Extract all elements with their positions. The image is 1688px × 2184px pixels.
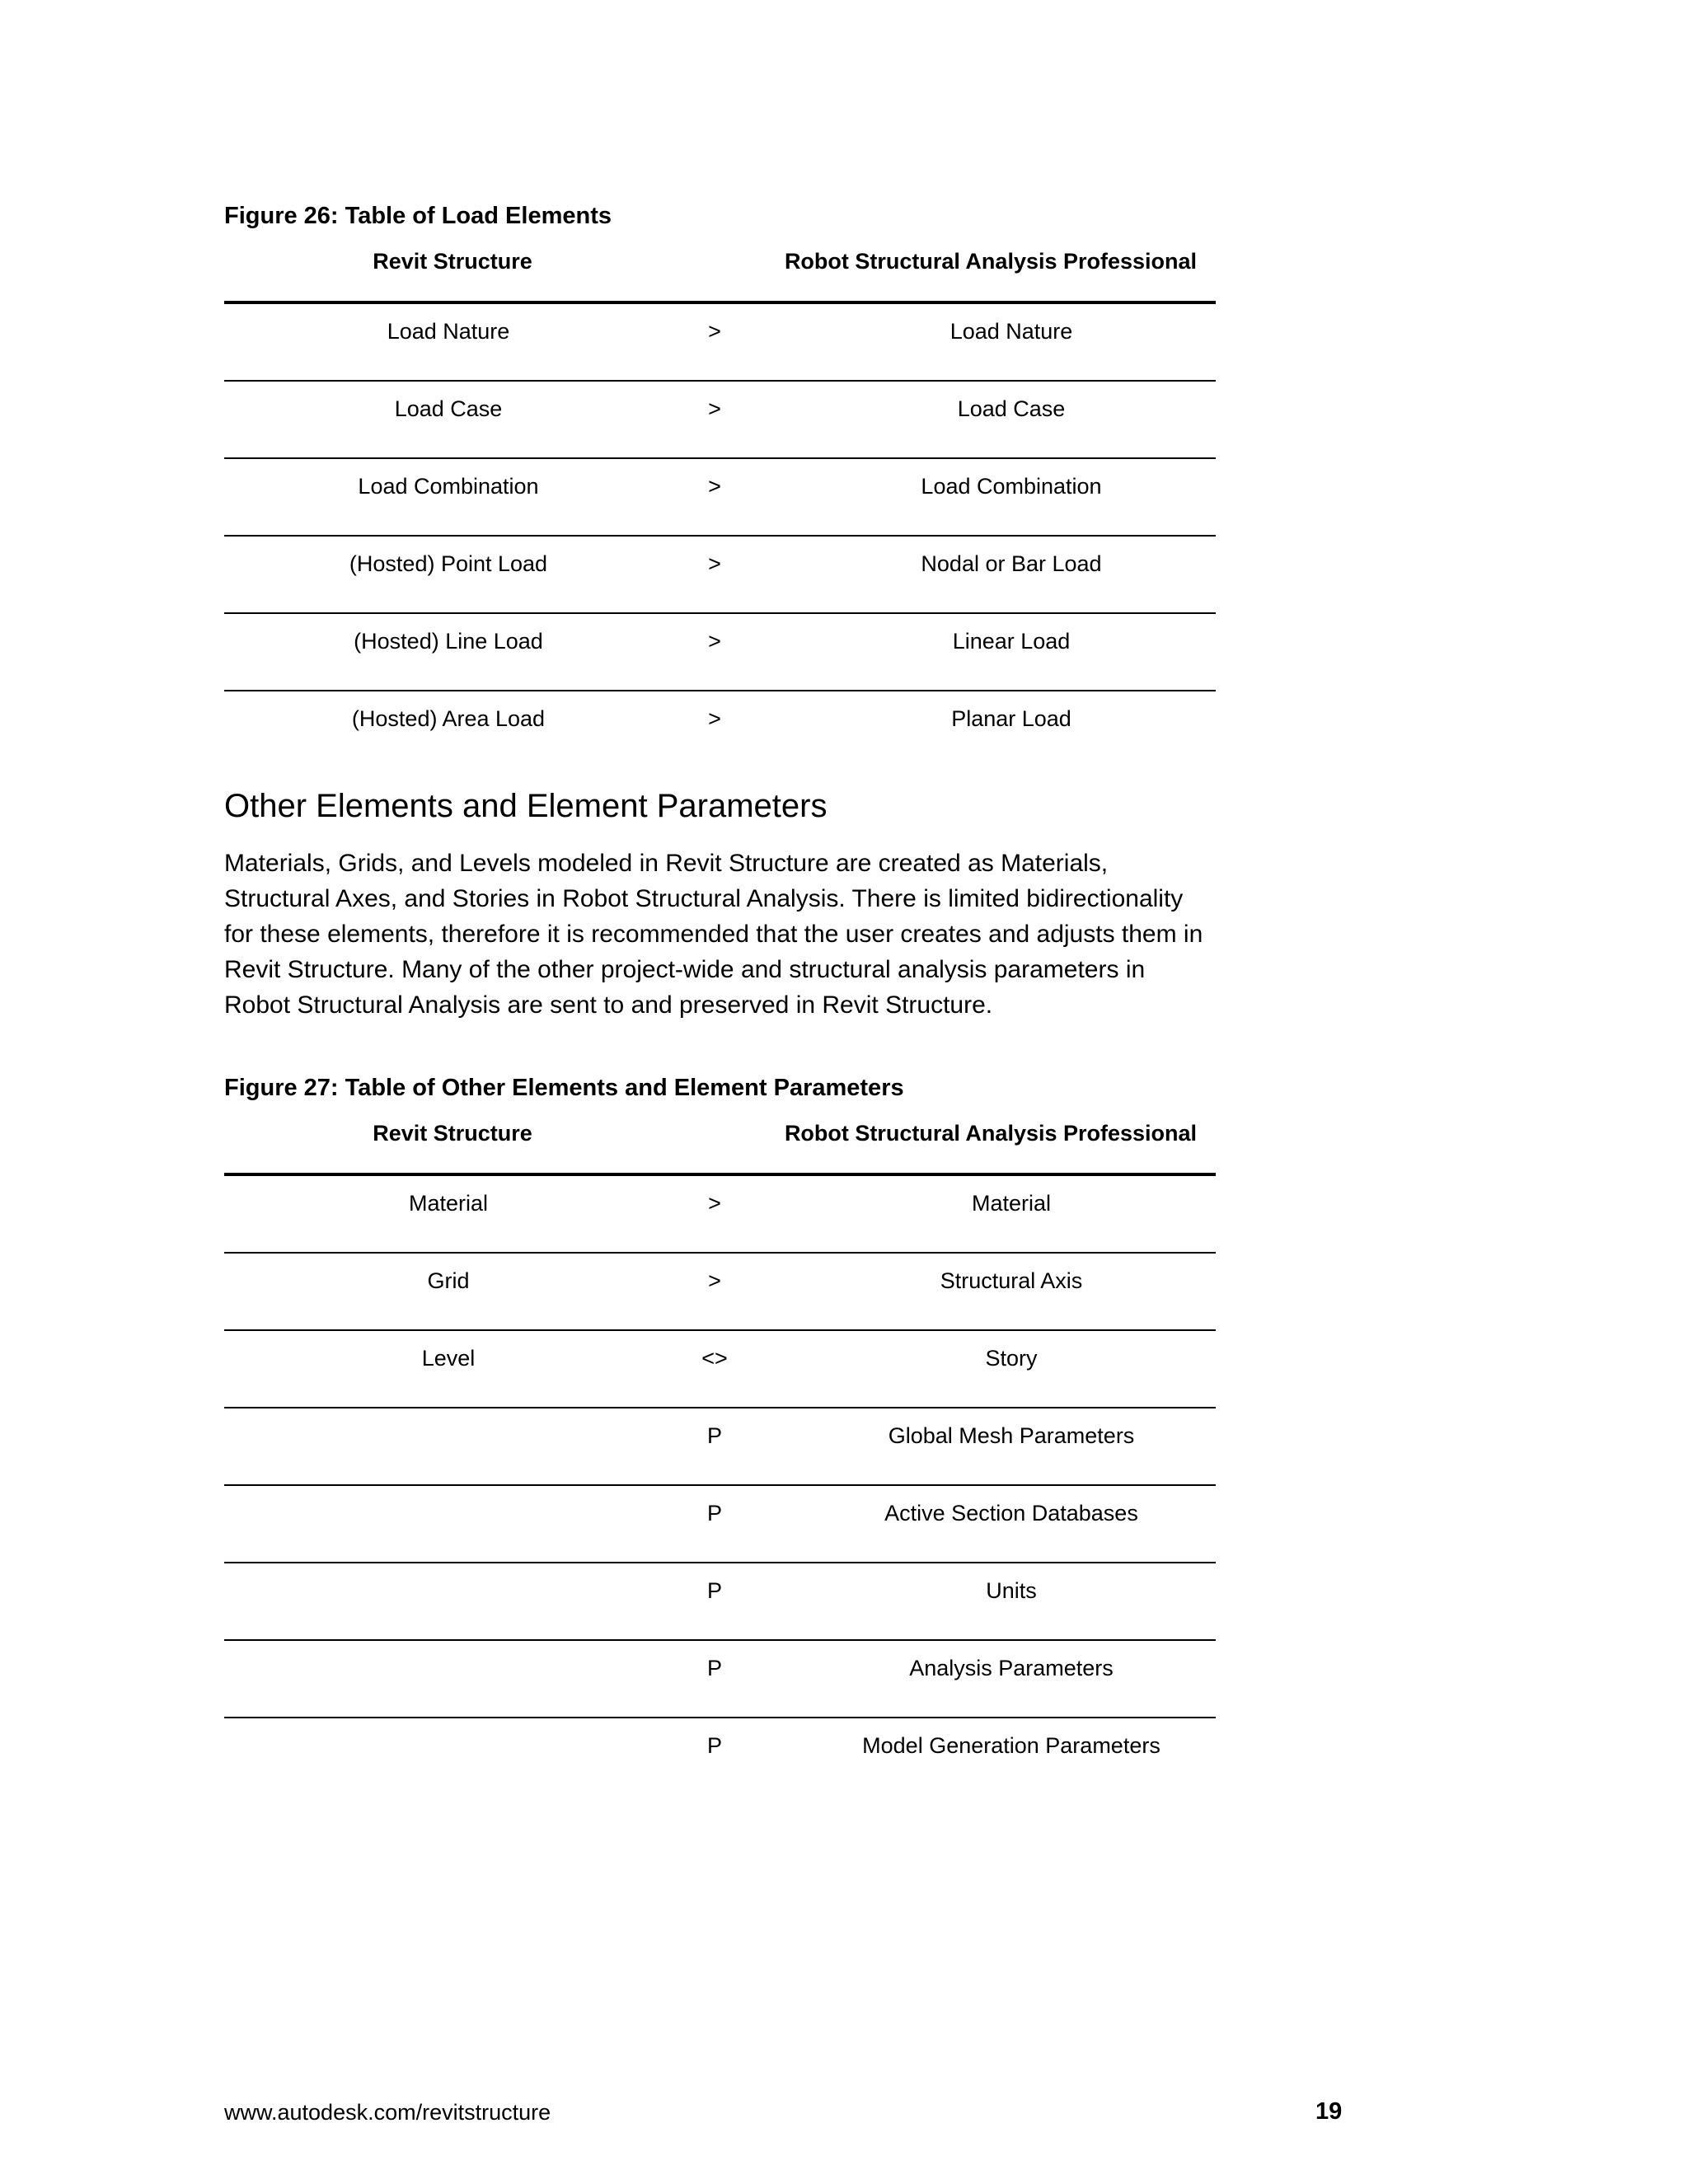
cell-direction: <> bbox=[701, 1346, 728, 1371]
header-revit-structure: Revit Structure bbox=[373, 249, 532, 274]
cell-robot: Material bbox=[971, 1191, 1052, 1216]
header-robot-structural-analysis: Robot Structural Analysis Professional bbox=[784, 249, 1198, 274]
paragraph-line: Structural Axes, and Stories in Robot Structural Analysis. There is limited bidirectionality bbox=[224, 885, 1184, 912]
table-row bbox=[224, 382, 1216, 459]
cell-robot: Load Nature bbox=[950, 319, 1073, 344]
cell-robot: Load Combination bbox=[921, 474, 1102, 499]
cell-direction: P bbox=[706, 1423, 722, 1448]
cell-revit: Load Combination bbox=[358, 474, 539, 499]
table-row bbox=[224, 691, 1216, 767]
cell-robot: Load Case bbox=[957, 396, 1066, 421]
cell-direction: > bbox=[708, 706, 721, 731]
table-row bbox=[224, 1408, 1216, 1486]
table-row bbox=[224, 1486, 1216, 1563]
table-row bbox=[224, 1718, 1216, 1794]
cell-robot: Global Mesh Parameters bbox=[888, 1423, 1135, 1448]
cell-revit: Level bbox=[421, 1346, 476, 1371]
paragraph-line: Robot Structural Analysis are sent to and preserved in Revit Structure. bbox=[224, 991, 993, 1019]
cell-direction: > bbox=[708, 319, 721, 344]
cell-direction: P bbox=[706, 1656, 722, 1680]
footer-url: www.autodesk.com/revitstructure bbox=[224, 2100, 551, 2125]
cell-direction: > bbox=[708, 1268, 721, 1293]
cell-robot: Planar Load bbox=[951, 706, 1071, 731]
cell-revit: Grid bbox=[427, 1268, 470, 1293]
cell-revit: Load Case bbox=[394, 396, 503, 421]
table-header bbox=[224, 1116, 1216, 1176]
paragraph-line: Materials, Grids, and Levels modeled in Revit Structure are created as Materials, bbox=[224, 850, 1109, 877]
table-row bbox=[224, 459, 1216, 537]
table-row bbox=[224, 1176, 1216, 1254]
cell-direction: > bbox=[708, 474, 721, 499]
table-row bbox=[224, 1331, 1216, 1408]
figure-26-caption: Figure 26: Table of Load Elements bbox=[224, 203, 612, 229]
cell-revit: Material bbox=[408, 1191, 489, 1216]
table-row bbox=[224, 537, 1216, 614]
load-elements-table bbox=[224, 244, 1216, 767]
table-row bbox=[224, 614, 1216, 691]
other-elements-table bbox=[224, 1116, 1216, 1794]
cell-revit: (Hosted) Point Load bbox=[349, 551, 548, 576]
cell-direction: > bbox=[708, 629, 721, 654]
cell-direction: P bbox=[706, 1501, 722, 1526]
table-row bbox=[224, 1563, 1216, 1641]
cell-robot: Active Section Databases bbox=[884, 1501, 1138, 1526]
table-row bbox=[224, 1641, 1216, 1718]
cell-robot: Nodal or Bar Load bbox=[921, 551, 1102, 576]
figure-27-caption: Figure 27: Table of Other Elements and Element Parameters bbox=[224, 1075, 904, 1101]
cell-direction: > bbox=[708, 1191, 721, 1216]
cell-direction: > bbox=[708, 551, 721, 576]
cell-robot: Story bbox=[985, 1346, 1038, 1371]
cell-robot: Analysis Parameters bbox=[909, 1656, 1114, 1680]
cell-direction: P bbox=[706, 1578, 722, 1603]
header-robot-structural-analysis: Robot Structural Analysis Professional bbox=[784, 1121, 1198, 1146]
body-paragraph bbox=[224, 846, 1230, 1023]
cell-revit: (Hosted) Line Load bbox=[354, 629, 543, 654]
cell-robot: Linear Load bbox=[952, 629, 1071, 654]
table-row bbox=[224, 1254, 1216, 1331]
table-header bbox=[224, 244, 1216, 304]
cell-robot: Units bbox=[986, 1578, 1037, 1603]
cell-revit: Load Nature bbox=[387, 319, 510, 344]
page-number: 19 bbox=[1315, 2098, 1343, 2125]
paragraph-line: Revit Structure. Many of the other project-wide and structural analysis parameters in bbox=[224, 956, 1146, 983]
cell-robot: Model Generation Parameters bbox=[862, 1733, 1160, 1758]
cell-direction: P bbox=[706, 1733, 722, 1758]
cell-robot: Structural Axis bbox=[940, 1268, 1083, 1293]
table-row bbox=[224, 304, 1216, 382]
header-revit-structure: Revit Structure bbox=[373, 1121, 532, 1146]
paragraph-line: for these elements, therefore it is recommended that the user creates and adjusts them in bbox=[224, 921, 1203, 948]
cell-revit: (Hosted) Area Load bbox=[351, 706, 546, 731]
cell-direction: > bbox=[708, 396, 721, 421]
section-heading: Other Elements and Element Parameters bbox=[224, 788, 828, 824]
